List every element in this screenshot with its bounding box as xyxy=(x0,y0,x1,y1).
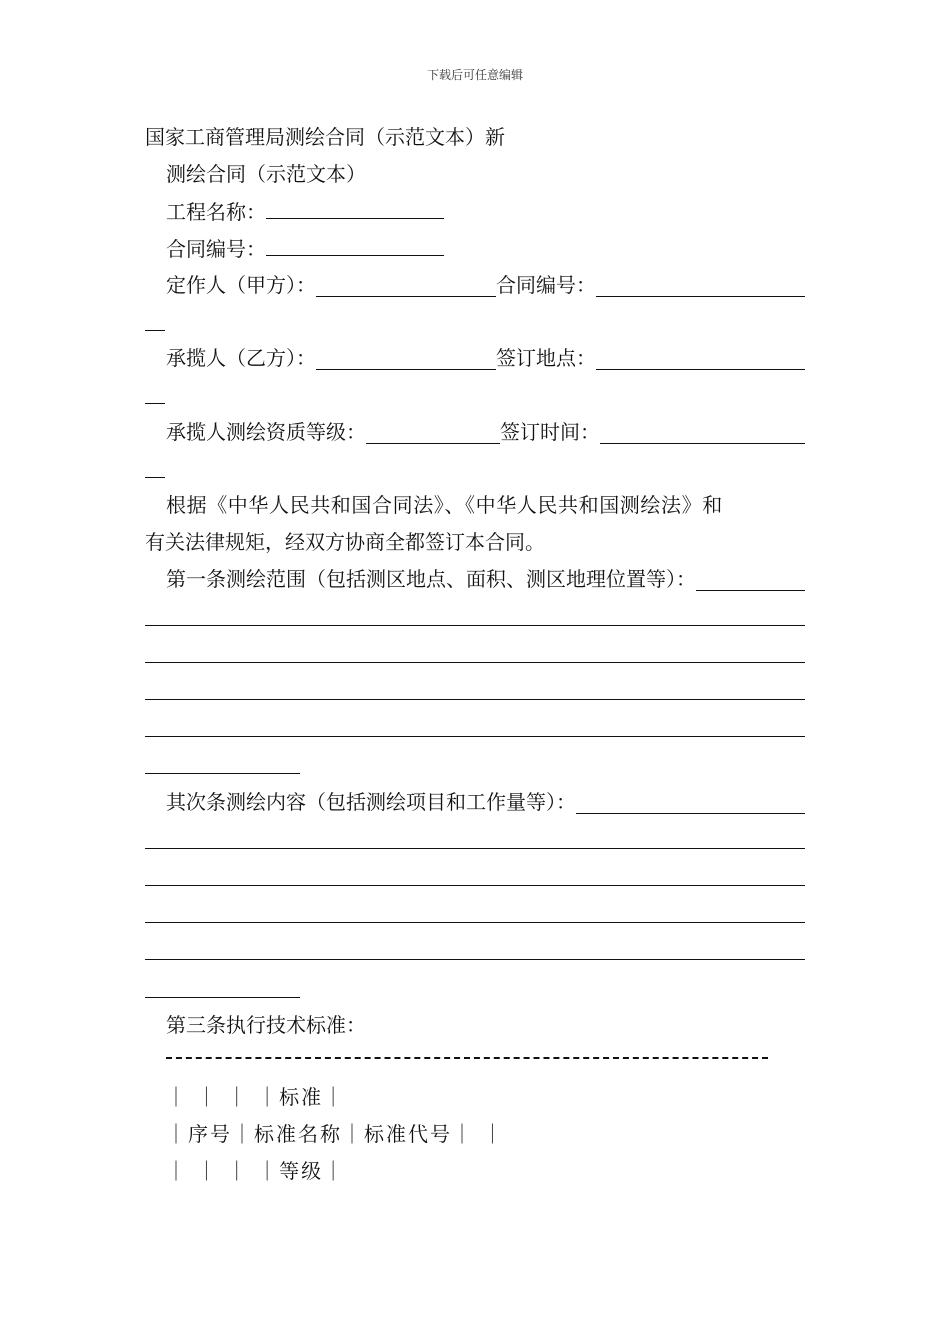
project-name-label: 工程名称： xyxy=(166,200,266,224)
page-header-note: 下载后可任意编辑 xyxy=(426,68,523,82)
table-row: ｜序号｜标准名称｜标准代号｜ ｜ xyxy=(166,1122,505,1146)
qualification-line xyxy=(145,420,805,444)
party-b-label: 承揽人（乙方）： xyxy=(166,346,316,370)
article2-fill-rule[interactable] xyxy=(145,997,300,998)
article2-fill-rule[interactable] xyxy=(145,922,805,923)
sign-place-label: 签订地点： xyxy=(496,346,596,370)
project-name-line xyxy=(145,199,805,224)
party-b-line xyxy=(145,346,805,370)
table-row: ｜ ｜ ｜ ｜标准｜ xyxy=(166,1085,346,1109)
party-a-blank[interactable] xyxy=(316,277,496,297)
article1-line xyxy=(145,567,805,591)
article2-fill-rule[interactable] xyxy=(145,848,805,849)
continuation-rule xyxy=(145,330,165,331)
table-top-border xyxy=(166,1057,768,1059)
article2-blank[interactable] xyxy=(576,794,805,814)
contract-no-label-2: 合同编号： xyxy=(496,273,596,297)
qualification-blank[interactable] xyxy=(366,424,500,444)
contract-no-label: 合同编号： xyxy=(166,237,266,261)
continuation-rule xyxy=(145,477,165,478)
article2-heading: 其次条测绘内容（包括测绘项目和工作量等）： xyxy=(166,790,576,814)
contract-no-blank-2[interactable] xyxy=(596,277,805,297)
contract-no-line xyxy=(145,236,805,261)
contract-no-blank[interactable] xyxy=(266,236,444,256)
article1-fill-rule[interactable] xyxy=(145,625,805,626)
article3-heading: 第三条执行技术标准： xyxy=(166,1013,366,1037)
party-a-line xyxy=(145,273,805,297)
sign-time-blank[interactable] xyxy=(600,424,805,444)
article1-fill-rule[interactable] xyxy=(145,662,805,663)
table-row: ｜ ｜ ｜ ｜等级｜ xyxy=(166,1159,346,1183)
document-subtitle: 测绘合同（示范文本） xyxy=(166,162,366,186)
party-a-label: 定作人（甲方）： xyxy=(166,273,316,297)
project-name-blank[interactable] xyxy=(266,199,444,219)
sign-time-label: 签订时间： xyxy=(500,420,600,444)
article1-fill-rule[interactable] xyxy=(145,773,300,774)
basis-paragraph-line1: 根据《中华人民共和国合同法》、《中华人民共和国测绘法》和 xyxy=(166,493,723,517)
party-b-blank[interactable] xyxy=(316,350,496,370)
article1-heading: 第一条测绘范围（包括测区地点、面积、测区地理位置等）： xyxy=(166,567,696,591)
document-title: 国家工商管理局测绘合同（示范文本）新 xyxy=(145,125,505,149)
basis-paragraph-line2: 有关法律规矩，经双方协商全都签订本合同。 xyxy=(145,530,545,554)
article2-fill-rule[interactable] xyxy=(145,959,805,960)
sign-place-blank[interactable] xyxy=(596,350,805,370)
article1-blank[interactable] xyxy=(696,571,805,591)
continuation-rule xyxy=(145,403,165,404)
article1-fill-rule[interactable] xyxy=(145,699,805,700)
article2-fill-rule[interactable] xyxy=(145,885,805,886)
qualification-label: 承揽人测绘资质等级： xyxy=(166,420,366,444)
article1-fill-rule[interactable] xyxy=(145,736,805,737)
article2-line xyxy=(145,790,805,814)
